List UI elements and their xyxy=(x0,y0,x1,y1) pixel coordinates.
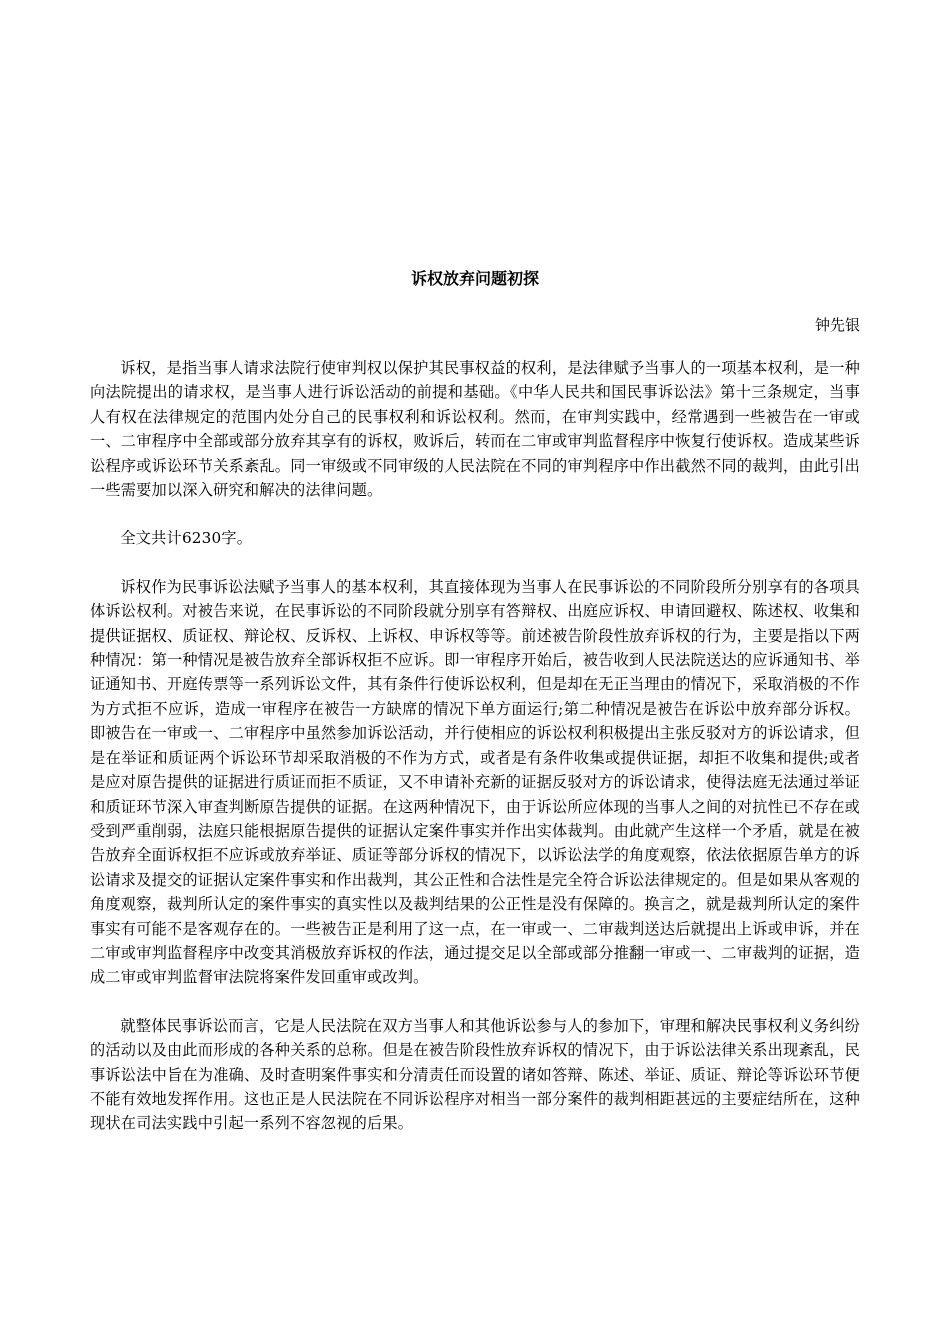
paragraph-body-1: 诉权作为民事诉讼法赋予当事人的基本权利，其直接体现为当事人在民事诉讼的不同阶段所分别享有的各项具体诉讼权利。对被告来说，在民事诉讼的不同阶段就分别享有答辩权、出庭应诉权、申请回避权、陈述权、收集和提供证据权、质证权、辩论权、反诉权、上诉权、申诉权等等。前述被告阶段性放弃诉权的行为，主要是指以下两种情况：第一种情况是被告放弃全部诉权拒不应诉。即一审程序开始后，被告收到人民法院送达的应诉通知书、举证通知书、开庭传票等一系列诉讼文件，其有条件行使诉讼权利，但是却在无正当理由的情况下，采取消极的不作为方式拒不应诉，造成一审程序在被告一方缺席的情况下单方面运行;第二种情况是被告在诉讼中放弃部分诉权。即被告在一审或一、二审程序中虽然参加诉讼活动，并行使相应的诉讼权利积极提出主张反驳对方的诉讼请求，但是在举证和质证两个诉讼环节却采取消极的不作为方式，或者是有条件收集或提供证据，却拒不收集和提供;或者是应对原告提供的证据进行质证而拒不质证，又不申请补充新的证据反驳对方的诉讼请求，使得法庭无法通过举证和质证环节深入审查判断原告提供的证据。在这两种情况下，由于诉讼所应体现的当事人之间的对抗性已不存在或受到严重削弱，法庭只能根据原告提供的证据认定案件事实并作出实体裁判。由此就产生这样一个矛盾，就是在被告放弃全面诉权拒不应诉或放弃举证、质证等部分诉权的情况下，以诉讼法学的角度观察，依法依据原告单方的诉讼请求及提交的证据认定案件事实和作出裁判，其公正性和合法性是完全符合诉讼法律规定的。但是如果从客观的角度观察，裁判所认定的案件事实的真实性以及裁判结果的公正性是没有保障的。换言之，就是裁判所认定的案件事实有可能不是客观存在的。一些被告正是利用了这一点，在一审或一、二审裁判送达后就提出上诉或申诉，并在二审或审判监督程序中改变其消极放弃诉权的作法，通过提交足以全部或部分推翻一审或一、二审裁判的证据，造成二审或审判监督审法院将案件发回重审或改判。 xyxy=(90,577,860,987)
word-count: 全文共计6230字。 xyxy=(120,529,253,548)
paragraph-intro: 诉权，是指当事人请求法院行使审判权以保护其民事权益的权利，是法律赋予当事人的一项基本权利，是一种向法院提出的请求权，是当事人进行诉讼活动的前提和基础。《中华人民共和国民事诉讼法》第十三条规定，当事人有权在法律规定的范围内处分自己的民事权利和诉讼权利。然而，在审判实践中，经常遇到一些被告在一审或一、二审程序中全部或部分放弃其享有的诉权，败诉后，转而在二审或审判监督程序中恢复行使诉权。造成某些诉讼程序或诉讼环节关系紊乱。同一审级或不同审级的人民法院在不同的审判程序中作出截然不同的裁判，由此引出一些需要加以深入研究和解决的法律问题。 xyxy=(90,359,860,500)
document-page xyxy=(90,264,860,1136)
document-title: 诉权放弃问题初探 xyxy=(410,269,539,288)
paragraph-body-2: 就整体民事诉讼而言，它是人民法院在双方当事人和其他诉讼参与人的参加下，审理和解决民事权利义务纠纷的活动以及由此而形成的各种关系的总称。但是在被告阶段性放弃诉权的情况下，由于诉讼法律关系出现紊乱，民事诉讼法中旨在为准确、及时查明案件事实和分清责任而设置的诸如答辩、陈述、举证、质证、辩论等诉讼环节便不能有效地发挥作用。这也正是人民法院在不同诉讼程序对相当一部分案件的裁判相距甚远的主要症结所在，这种现状在司法实践中引起一系列不容忽视的后果。 xyxy=(90,1016,860,1133)
author-name: 钟先银 xyxy=(814,316,860,334)
